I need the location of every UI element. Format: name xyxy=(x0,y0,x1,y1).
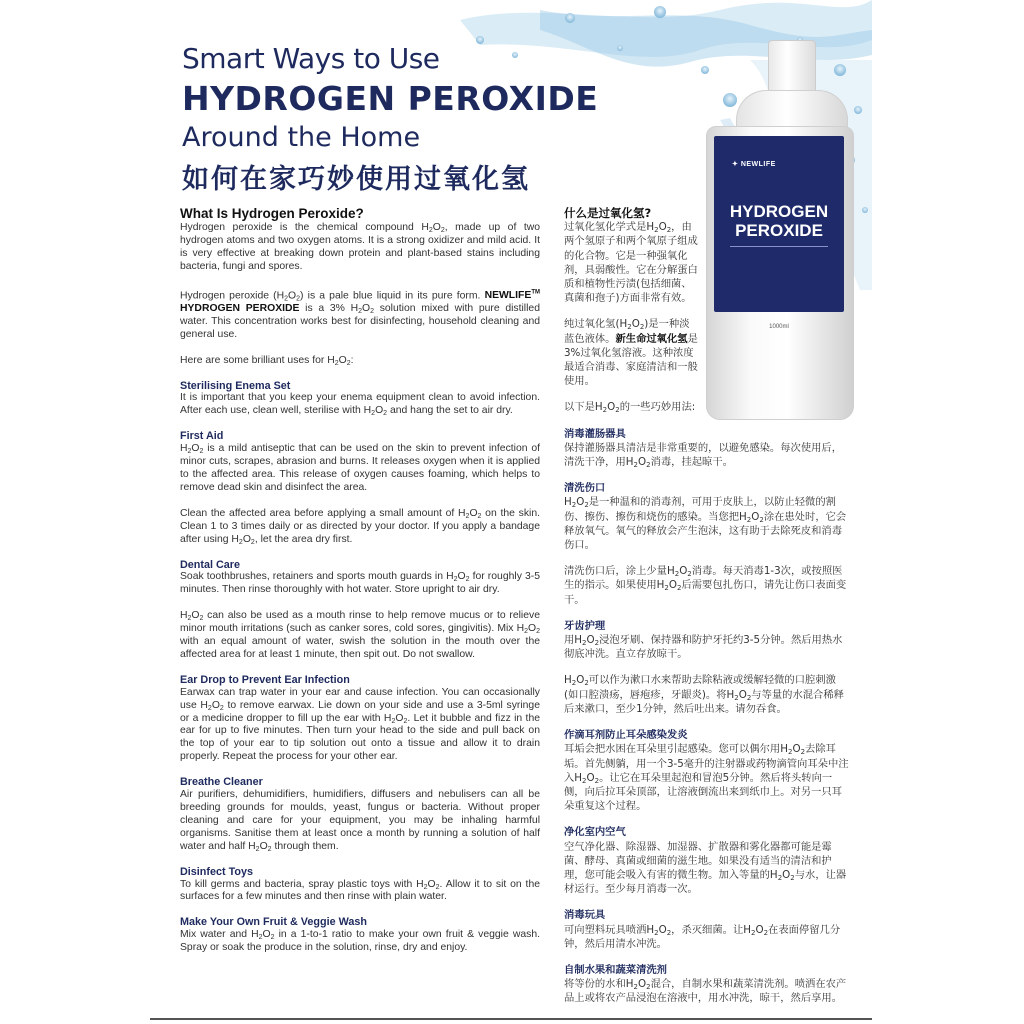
zh-section-heading: 消毒灌肠器具 xyxy=(564,427,626,440)
zh-section-heading: 自制水果和蔬菜清洗剂 xyxy=(564,963,667,976)
en-intro-paragraph-2: Hydrogen peroxide $(H_2O_2)$ is a pale blue liquid in its pure form. NEWLIFE™ HYDROGEN PEROXIDE is a 3% $H_2O_2$ solution mixed with pure distilled water. This concentration works best for disinfecting, household cleaning and general use. xyxy=(180,289,540,340)
zh-intro-paragraph-1: 过氧化氢化学式是$H_2O_2$，由两个氢原子和两个氧原子组成的化合物。它是一种强氧化剂，具弱酸性。它在分解蛋白质和植物性污渍(包括细菌、真菌和孢子)方面非常有效。 xyxy=(564,221,698,305)
bottle-name-line-1: HYDROGEN xyxy=(729,202,829,221)
en-section-heading: Ear Drop to Prevent Ear Infection xyxy=(180,673,350,686)
en-section-heading: First Aid xyxy=(180,430,224,443)
en-section-text: Mix water and $H_2O_2$ in a 1-to-1 ratio to make your own fruit & veggie wash. Spray or soak the produce in the solution, rinse, dry and enjoy. xyxy=(180,929,540,954)
bottle-cap xyxy=(768,40,816,94)
title-line-chinese: 如何在家巧妙使用过氧化氢 xyxy=(182,164,530,195)
title-line-1: Smart Ways to Use xyxy=(182,42,440,75)
zh-section-heading: 消毒玩具 xyxy=(564,909,606,922)
bottle-neck xyxy=(736,90,848,130)
zh-section-heading: 清洗伤口 xyxy=(564,482,606,495)
zh-section-text: 将等份的水和$H_2O_2$混合，自制水果和蔬菜清洗剂。喷洒在农产品上或将农产品浸泡在溶液中，用水冲洗，晾干，然后享用。 xyxy=(564,978,847,1005)
en-intro-paragraph-1: Hydrogen peroxide is the chemical compound $H_2O_2$, made up of two hydrogen atoms and two oxygen atoms. It is a strong oxidizer and mild acid. It is very effective at breaking down protein and plant-based stains including bacteria, fungi and spores. xyxy=(180,221,540,272)
title-line-3: Around the Home xyxy=(182,122,421,153)
chinese-column xyxy=(564,206,850,1006)
en-section-heading: Dental Care xyxy=(180,558,241,571)
zh-section-text: 空气净化器、除湿器、加湿器、扩散器和雾化器都可能是霉菌、酵母、真菌或细菌的滋生地。如果没有适当的清洁和护理，您可能会吸入有害的微生物。加入等量的$H_2O_2$与水，让器材运行。至少每月消毒一次。 xyxy=(564,840,847,896)
bottle-volume: 1000ml xyxy=(769,324,789,330)
en-section-text: $H_2O_2$ is a mild antiseptic that can be used on the skin to prevent infection of minor cuts, scrapes, abrasion and burns. It releases oxygen when it is applied to the affected area. This release of oxygen causes foaming, which helps to remove dead skin and disinfect the area. xyxy=(180,443,540,493)
en-section-text: $H_2O_2$ can also be used as a mouth rinse to help remove mucus or to relieve minor mouth irritations (such as canker sores, cold sores, gingivitis). Mix $H_2O_2$ with an equal amount of water, swish the solution in the mouth over the affected area for at least 1 minute, then spit out. Do not swallow. xyxy=(180,610,540,660)
en-section-heading: Disinfect Toys xyxy=(180,865,253,878)
zh-section-text: 清洗伤口后，涂上少量$H_2O_2$消毒。每天消毒1-3次，或按照医生的指示。如果使用$H_2O_2$后需要包扎伤口，请先让伤口表面变干。 xyxy=(564,565,847,606)
zh-intro-paragraph-3: 以下是$H_2O_2$的一些巧妙用法: xyxy=(564,401,696,415)
en-section-text: Earwax can trap water in your ear and cause infection. You can occasionally use $H_2O_2$ to remove earwax. Lie down on your side and use a 3-5ml syringe or a medicine dropper to fill up the ear with $H_2O_2$. Let it bubble and fizz in the ear for up to five minutes. Then turn your head to the side and pull back on the top of your ear to tip solution out onto a tissue and allow it to drain properly. Repeat the process for your other ear. xyxy=(180,686,540,763)
zh-intro-paragraph-2: 纯过氧化氢$(H_2O_2)$是一种淡蓝色液体。新生命过氧化氢是3%过氧化氢溶液。这种浓度最适合消毒、家庭清洁和一般使用。 xyxy=(564,318,698,388)
zh-section-text: $H_2O_2$是一种温和的消毒剂，可用于皮肤上，以防止轻微的割伤、擦伤、擦伤和烧伤的感染。当您把$H_2O_2$涂在患处时，它会释放氧气。氧气的释放会产生泡沫，这有助于去除死皮和消毒伤口。 xyxy=(564,496,847,552)
en-section-text: It is important that you keep your enema equipment clean to avoid infection. After each use, clean well, sterilise with $H_2O_2$ and hang the set to air dry. xyxy=(180,392,540,418)
zh-section-text: $H_2O_2$可以作为漱口水来帮助去除粘液或缓解轻微的口腔刺激(如口腔溃疡，唇疱疹，牙龈炎)。将$H_2O_2$与等量的水混合稀释后来漱口，至少1分钟，然后吐出来。请勿吞食。 xyxy=(564,674,844,715)
en-intro-heading: What Is Hydrogen Peroxide? xyxy=(180,206,364,221)
title-block xyxy=(182,42,598,196)
zh-section-text: 耳垢会把水困在耳朵里引起感染。您可以偶尔用$H_2O_2$去除耳垢。首先侧躺，用一个3-5毫升的注射器或药物滴管向耳朵中注入$H_2O_2$。让它在耳朵里起泡和冒泡5分钟。然后将头转向一侧，向后拉耳朵顶部，让溶液倒流出来到纸巾上。对另一只耳朵重复这个过程。 xyxy=(564,743,849,813)
bottle-brand-text: NEWLIFE xyxy=(740,161,776,168)
zh-section-heading: 净化室内空气 xyxy=(564,826,626,839)
zh-intro-heading: 什么是过氧化氢? xyxy=(564,206,652,220)
bottle-name-line-2: PEROXIDE xyxy=(735,221,823,240)
bottom-rule xyxy=(150,1018,872,1020)
en-section-text: Clean the affected area before applying a small amount of $H_2O_2$ on the skin. Clean 1 to 3 times daily or as directed by your doctor. If you apply a bandage after using $H_2O_2$, let the area dry first. xyxy=(180,507,541,546)
brand-logo-icon: ✦ xyxy=(732,161,739,168)
en-section-text: To kill germs and bacteria, spray plastic toys with $H_2O_2$. Allow it to sit on the surfaces for a few minutes and then rinse with plain water. xyxy=(180,878,540,903)
english-column xyxy=(180,208,540,955)
zh-section-text: 用$H_2O_2$浸泡牙刷、保持器和防护牙托约3-5分钟。然后用热水彻底冲洗。直立存放晾干。 xyxy=(564,634,843,661)
en-section-heading: Sterilising Enema Set xyxy=(180,379,291,392)
zh-section-heading: 牙齿护理 xyxy=(564,619,606,632)
document-page xyxy=(150,0,872,1024)
en-intro-paragraph-3: Here are some brilliant uses for $H_2O_2$: xyxy=(180,354,354,367)
en-section-heading: Make Your Own Fruit & Veggie Wash xyxy=(180,916,367,929)
en-section-text: Soak toothbrushes, retainers and sports mouth guards in $H_2O_2$ for roughly 3-5 minutes. Then rinse thoroughly with hot water. Store upright to air dry. xyxy=(180,571,540,596)
zh-section-heading: 作滴耳剂防止耳朵感染发炎 xyxy=(564,729,688,742)
bottle-brand xyxy=(732,160,776,168)
en-section-heading: Breathe Cleaner xyxy=(180,776,263,789)
title-line-2: HYDROGEN PEROXIDE xyxy=(182,79,599,118)
zh-section-text: 可向塑料玩具喷洒$H_2O_2$，杀灭细菌。让$H_2O_2$在表面停留几分钟，然后用清水冲洗。 xyxy=(564,923,841,950)
zh-section-text: 保持灌肠器具清洁是非常重要的，以避免感染。每次使用后，清洗干净，用$H_2O_2$消毒，挂起晾干。 xyxy=(564,441,843,470)
en-section-text: Air purifiers, dehumidifiers, humidifiers, diffusers and nebulisers can all be breeding grounds for moulds, yeast, fungus or bacteria. Without proper cleaning and care for your equipment, you may be inhaling harmful organisms. Sanitise them at least once a month by running a solution of half water and half $H_2O_2$ through them. xyxy=(180,789,540,853)
